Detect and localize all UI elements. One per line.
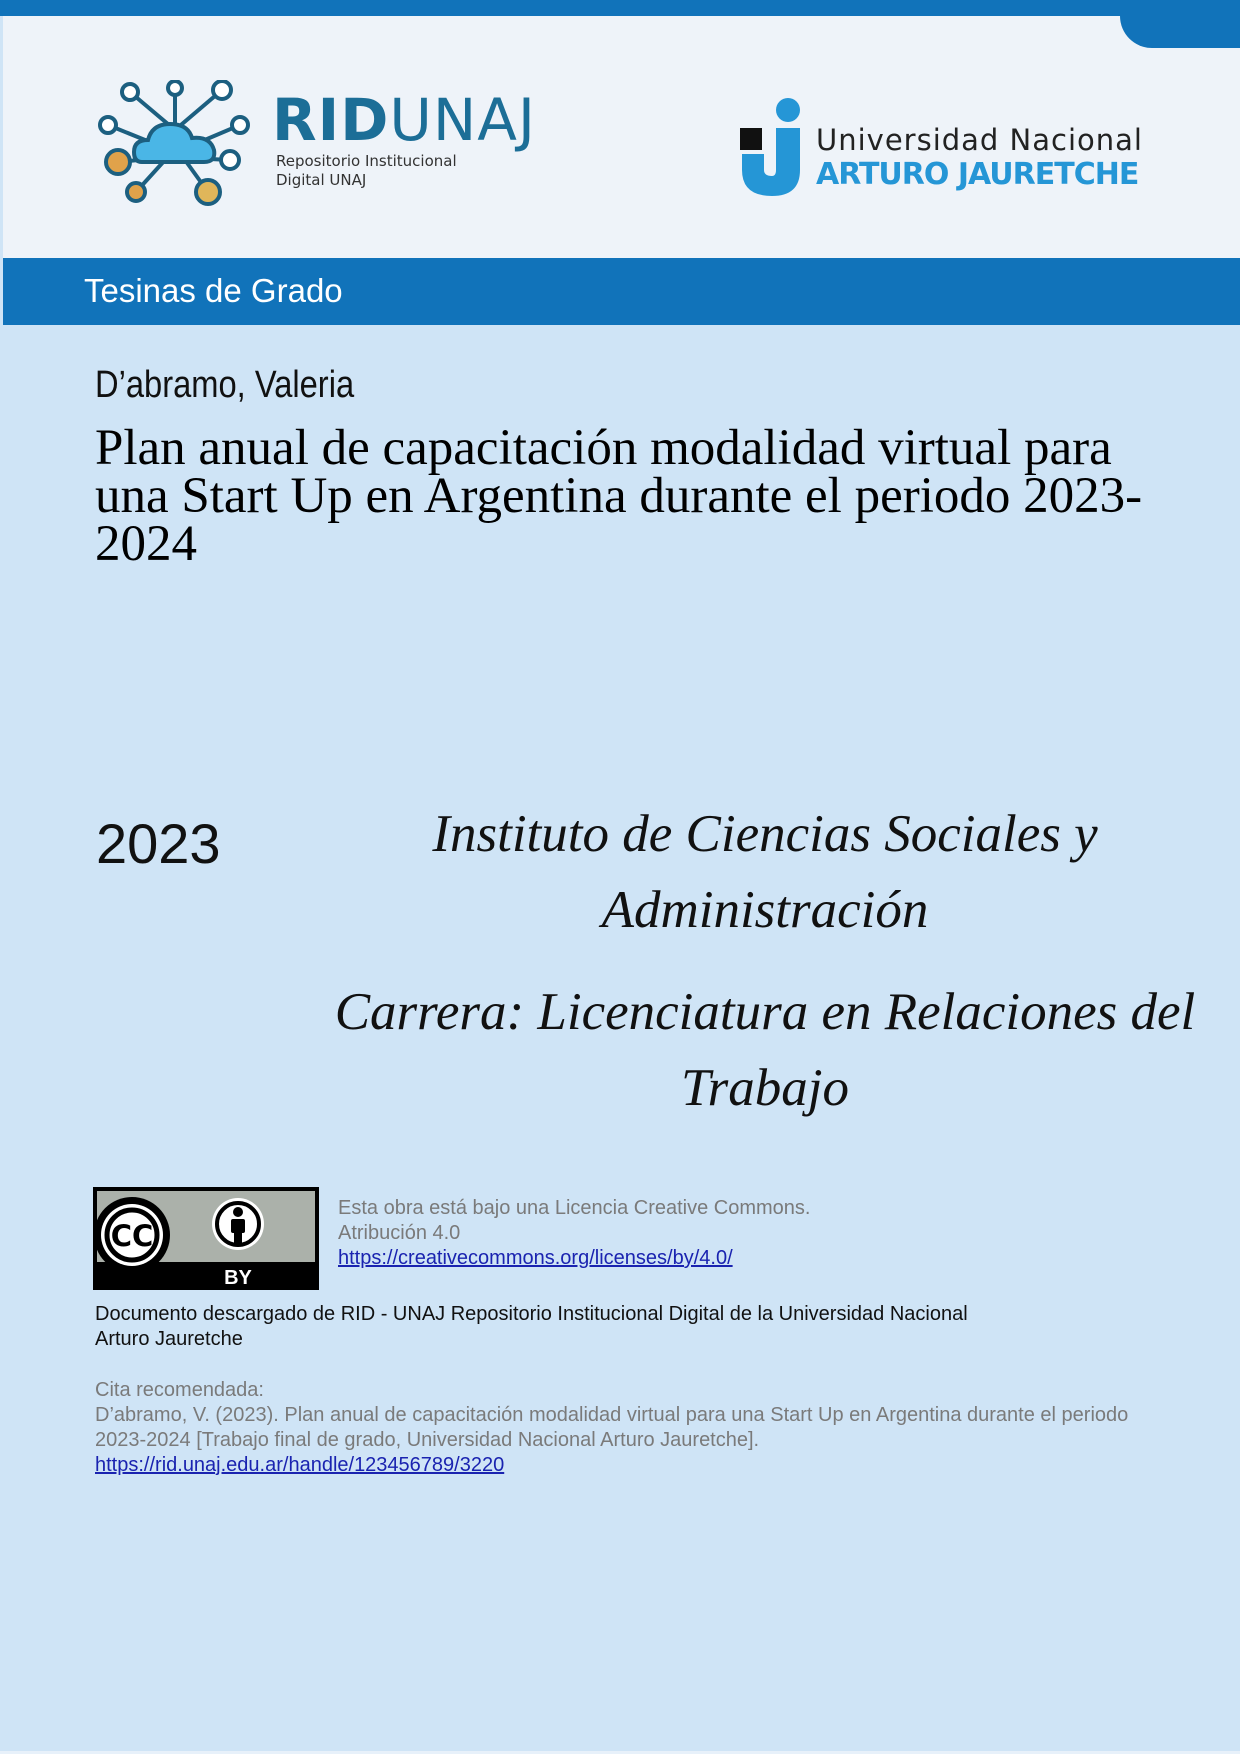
collection-label: Tesinas de Grado <box>84 272 343 309</box>
ridunaj-subtitle <box>276 152 457 190</box>
unaj-logo <box>738 96 1143 206</box>
ridunaj-subtitle-line1: Repositorio Institucional <box>276 152 457 170</box>
download-note: Documento descargado de RID - UNAJ Repositorio Institucional Digital de la Universidad Nacional Arturo Jauretche <box>95 1303 968 1350</box>
citation-text: D’abramo, V. (2023). Plan anual de capacitación modalidad virtual para una Start Up en Argentina durante el periodo 2023-2024 [Trabajo final de grado, Universidad Nacional Arturo Jauretche]. <box>95 1404 1129 1451</box>
unaj-j-icon <box>738 96 810 200</box>
recommended-citation <box>95 1378 1175 1478</box>
ridunaj-subtitle-line2: Digital UNAJ <box>276 171 367 189</box>
publication-year: 2023 <box>96 812 221 875</box>
top-blue-strip <box>0 0 1240 16</box>
ridunaj-wordmark <box>272 86 537 154</box>
citation-link[interactable]: https://rid.unaj.edu.ar/handle/123456789/3220 <box>95 1454 505 1476</box>
career-name: Carrera: Licenciatura en Relaciones del Trabajo <box>334 983 1196 1117</box>
author-name: D’abramo, Valeria <box>95 364 355 406</box>
license-link[interactable]: https://creativecommons.org/licenses/by/4.0/ <box>338 1247 733 1269</box>
license-text <box>338 1196 858 1271</box>
cloud-network-icon <box>90 80 260 210</box>
attribution-label: BY <box>224 1267 252 1289</box>
unaj-name-line2: ARTURO JAURETCHE <box>816 157 1139 192</box>
citation-heading: Cita recomendada: <box>95 1379 264 1401</box>
collection-band <box>3 258 1240 325</box>
creative-commons-badge <box>92 1186 320 1291</box>
corner-tab-decoration <box>1120 16 1240 48</box>
ridunaj-wordmark-bold: RID <box>272 86 390 154</box>
unaj-name-line1: Universidad Nacional <box>816 123 1143 157</box>
ridunaj-wordmark-light: UNAJ <box>389 86 537 154</box>
creative-commons-icon: CC <box>110 1219 154 1253</box>
institute-name: Instituto de Ciencias Sociales y Administración <box>432 805 1098 939</box>
license-line2: Atribución 4.0 <box>338 1222 461 1244</box>
ridunaj-logo <box>90 80 537 210</box>
license-line1: Esta obra está bajo una Licencia Creative Commons. <box>338 1197 811 1219</box>
document-title: Plan anual de capacitación modalidad virtual para una Start Up en Argentina durante el periodo 2023-2024 <box>95 420 1143 572</box>
